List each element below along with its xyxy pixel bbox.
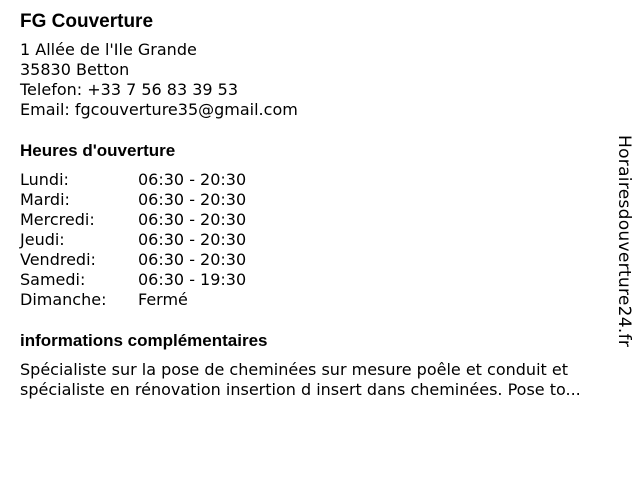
hours-row-friday <box>20 250 620 270</box>
hours-row-wednesday <box>20 210 620 230</box>
site-watermark: Horairesdouverture24.fr <box>614 135 634 348</box>
hours-row-thursday <box>20 230 620 250</box>
hours-row-monday <box>20 170 620 190</box>
time-range: 06:30 - 20:30 <box>138 230 247 249</box>
hours-row-tuesday <box>20 190 620 210</box>
time-range: 06:30 - 20:30 <box>138 210 247 229</box>
day-label: Vendredi: <box>20 250 96 269</box>
address-city: 35830 Betton <box>20 60 130 79</box>
time-range: Fermé <box>138 290 188 309</box>
business-name: FG Couverture <box>20 11 154 32</box>
hours-table <box>20 170 620 310</box>
time-range: 06:30 - 19:30 <box>138 270 247 289</box>
phone-number[interactable]: Telefon: +33 7 56 83 39 53 <box>20 80 239 99</box>
hours-row-sunday <box>20 290 620 310</box>
day-label: Lundi: <box>20 170 69 189</box>
hours-heading: Heures d'ouverture <box>20 141 176 160</box>
day-label: Mardi: <box>20 190 70 209</box>
info-description: Spécialiste sur la pose de cheminées sur mesure poêle et conduit et spécialiste en rénovation insertion d insert dans cheminées. Pose to... <box>20 360 581 399</box>
day-label: Jeudi: <box>20 230 65 249</box>
hours-row-saturday <box>20 270 620 290</box>
info-heading: informations complémentaires <box>20 331 268 350</box>
time-range: 06:30 - 20:30 <box>138 170 247 189</box>
day-label: Mercredi: <box>20 210 95 229</box>
time-range: 06:30 - 20:30 <box>138 250 247 269</box>
address-block <box>20 40 620 120</box>
email-address[interactable]: Email: fgcouverture35@gmail.com <box>20 100 298 119</box>
business-card <box>20 10 620 400</box>
address-street: 1 Allée de l'Ile Grande <box>20 40 197 59</box>
day-label: Samedi: <box>20 270 86 289</box>
time-range: 06:30 - 20:30 <box>138 190 247 209</box>
day-label: Dimanche: <box>20 290 107 309</box>
